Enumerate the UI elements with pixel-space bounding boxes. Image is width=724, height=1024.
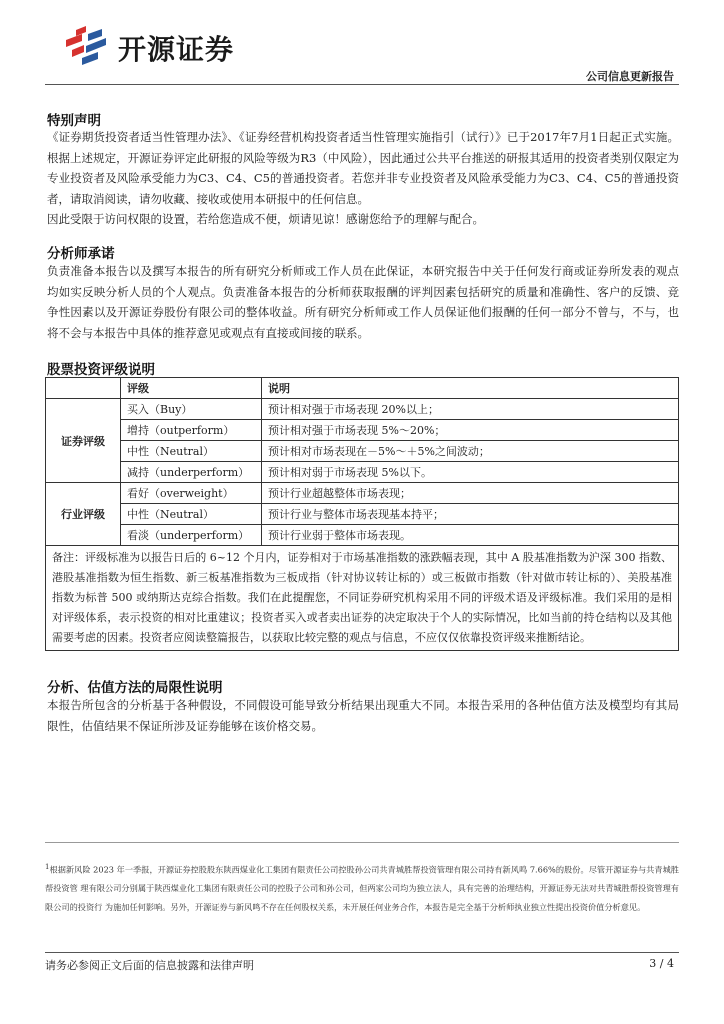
rating-cell: 增持（outperform） <box>121 420 262 441</box>
rating-note-row <box>46 546 679 651</box>
footnote-marker: 1 <box>45 863 50 871</box>
description-cell: 预计行业与整体市场表现基本持平； <box>262 504 679 525</box>
report-type: 公司信息更新报告 <box>586 70 674 83</box>
table-row <box>46 462 679 483</box>
rating-cell: 看好（overweight） <box>121 483 262 504</box>
rating-table-header <box>46 378 679 399</box>
analyst-commitment-paragraph: 负责准备本报告以及撰写本报告的所有研究分析师或工作人员在此保证，本研究报告中关于任何发行商或证券所发表的观点均如实反映分析人员的个人观点。负责准备本报告的分析师获取报酬的评判因素包括研究的质量和准确性、客户的反馈、竞争性因素以及开源证券股份有限公司的整体收益。所有研究分析师或工作人员保证他们报酬的任何一部分不曾与，不与，也将不会与本报告中具体的推荐意见或观点有直接或间接的联系。 <box>47 264 679 340</box>
special-statement-body <box>47 127 679 230</box>
category-securities: 证券评级 <box>46 399 121 483</box>
table-row <box>46 504 679 525</box>
special-statement-title: 特别声明 <box>47 113 101 129</box>
brand-mark-icon <box>62 24 114 68</box>
special-statement-paragraph-2: 因此受限于访问权限的设置，若给您造成不便，烦请见谅！感谢您给予的理解与配合。 <box>47 212 484 226</box>
page-number: 3 / 4 <box>649 957 674 970</box>
analyst-commitment-title: 分析师承诺 <box>47 246 115 262</box>
rating-cell: 减持（underperform） <box>121 462 262 483</box>
brand-logo <box>62 24 282 68</box>
description-cell: 预计相对强于市场表现 5%～20%； <box>262 420 679 441</box>
header-description: 说明 <box>262 378 679 399</box>
rating-note: 备注：评级标准为以报告日后的 6~12 个月内，证券相对于市场基准指数的涨跌幅表现，其中 A 股基准指数为沪深 300 指数、港股基准指数为恒生指数、新三板基准指数为三板成指（针对协议转让标的）或三板做市指数（针对做市转让标的）、美股基准指数为标普 500 或纳斯达克综合指数。我们在此提醒您，不同证券研究机构采用不同的评级术语及评级标准。我们采用的是相对评级体系，表示投资的相对比重建议；投资者买入或者卖出证券的决定取决于个人的实际情况，比如当前的持仓结构以及其他需要考虑的因素。投资者应阅读整篇报告，以获取比较完整的观点与信息，不应仅仅依靠投资评级来推断结论。 <box>46 546 679 651</box>
footnote-text: 根据新风险 2023 年一季报，开源证券控股股东陕西煤业化工集团有限责任公司控股孙公司共青城胜帮投资管理有限公司持有新风鸣 7.66%的股份。尽管开源证券与共青城胜帮投资管 理有限公司分别属于陕西煤业化工集团有限责任公司的控股子公司和孙公司，但两家公司均为独立法人，具有完善的治理结构，开源证券无法对共青城胜帮投资管理有限公司的投资行 为施加任何影响。另外，开源证券与新风鸣不存在任何股权关系，未开展任何业务合作，本报告是完全基于分析师执业独立性提出投资价值分析意见。 <box>45 864 679 912</box>
footer-disclaimer: 请务必参阅正文后面的信息披露和法律声明 <box>45 959 254 972</box>
limitations-title: 分析、估值方法的局限性说明 <box>47 680 223 696</box>
description-cell: 预计行业超越整体市场表现； <box>262 483 679 504</box>
description-cell: 预计行业弱于整体市场表现。 <box>262 525 679 546</box>
header-divider <box>45 84 679 85</box>
limitations-paragraph: 本报告所包含的分析基于各种假设，不同假设可能导致分析结果出现重大不同。本报告采用的各种估值方法及模型均有其局限性，估值结果不保证所涉及证券能够在该价格交易。 <box>47 698 679 733</box>
category-industry: 行业评级 <box>46 483 121 546</box>
header-rating: 评级 <box>121 378 262 399</box>
description-cell: 预计相对市场表现在－5%～＋5%之间波动； <box>262 441 679 462</box>
footnote <box>45 858 679 916</box>
rating-table <box>45 377 679 651</box>
table-row <box>46 420 679 441</box>
brand-name: 开源证券 <box>118 33 235 66</box>
rating-cell: 中性（Neutral） <box>121 504 262 525</box>
footer-divider <box>45 952 679 953</box>
description-cell: 预计相对强于市场表现 20%以上； <box>262 399 679 420</box>
rating-cell: 中性（Neutral） <box>121 441 262 462</box>
table-row <box>46 441 679 462</box>
table-row <box>46 483 679 504</box>
header-empty-cell <box>46 378 121 399</box>
table-row <box>46 525 679 546</box>
rating-cell: 看淡（underperform） <box>121 525 262 546</box>
rating-title: 股票投资评级说明 <box>47 362 155 378</box>
special-statement-paragraph-1: 《证券期货投资者适当性管理办法》、《证券经营机构投资者适当性管理实施指引（试行）》已于2017年7月1日起正式实施。根据上述规定，开源证券评定此研报的风险等级为R3（中风险），因此通过公共平台推送的研报其适用的投资者类别仅限定为专业投资者及风险承受能力为C3、C4、C5的普通投资者。若您并非专业投资者及风险承受能力为C3、C4、C5的普通投资者，请取消阅读，请勿收藏、接收或使用本研报中的任何信息。 <box>47 130 679 206</box>
description-cell: 预计相对弱于市场表现 5%以下。 <box>262 462 679 483</box>
rating-cell: 买入（Buy） <box>121 399 262 420</box>
footnote-divider <box>45 842 679 843</box>
table-row <box>46 399 679 420</box>
